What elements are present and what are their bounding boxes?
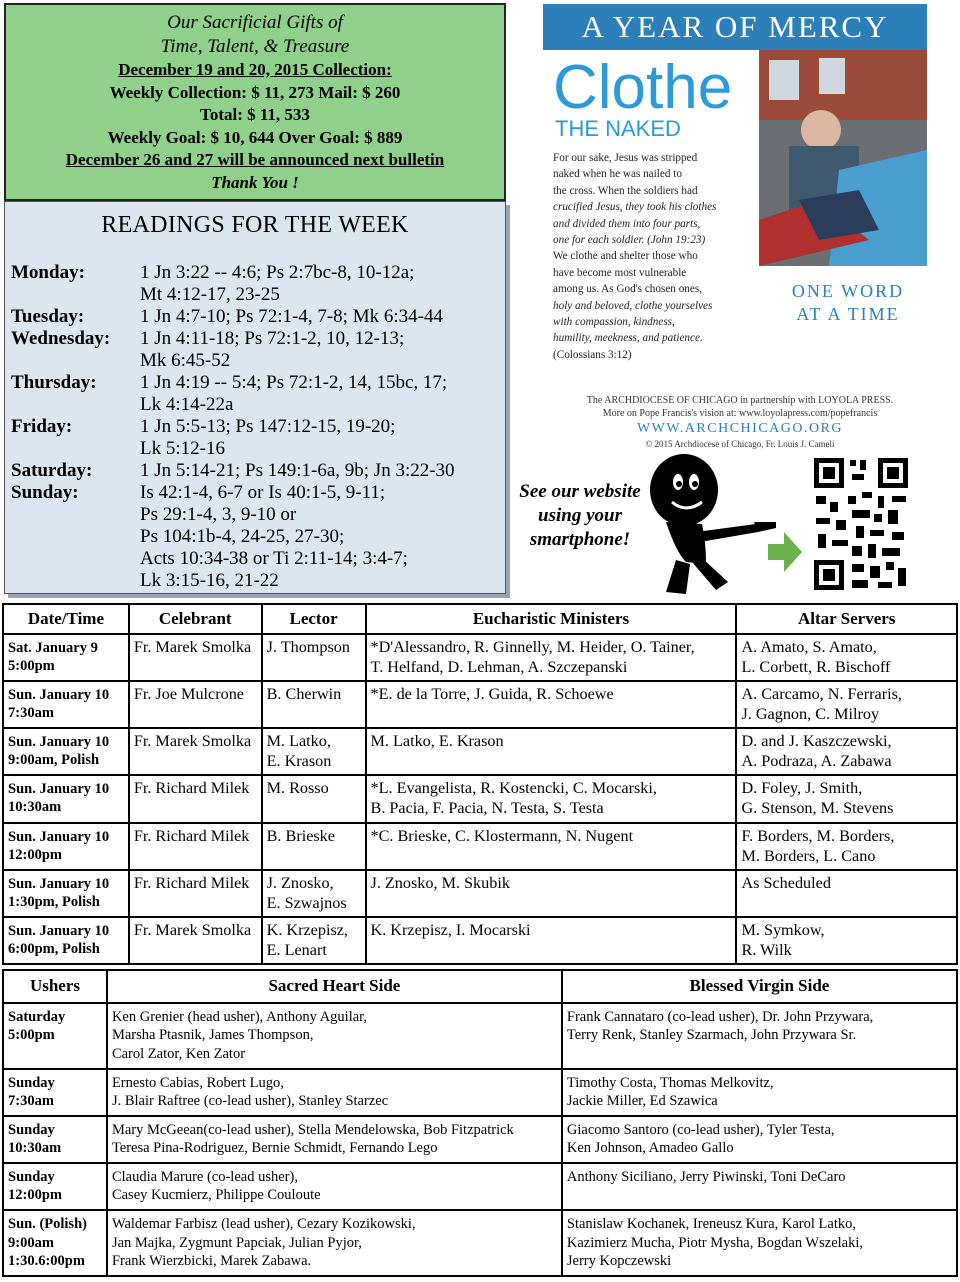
ministers: *E. de la Torre, J. Guida, R. Schoewe xyxy=(366,681,737,728)
one-word-line: ONE WORD xyxy=(791,281,905,301)
servers: A. Amato, S. Amato, L. Corbett, R. Bischoff xyxy=(736,634,957,681)
weekly-collection: Weekly Collection: $ 11, 273 Mail: $ 260 xyxy=(109,82,401,102)
quote-line: among us. As God's chosen ones, xyxy=(553,283,702,296)
table-row xyxy=(3,728,957,775)
lector: B. Cherwin xyxy=(262,681,366,728)
celebrant: Fr. Marek Smolka xyxy=(129,728,262,775)
usher-time: Sunday 7:30am xyxy=(3,1069,107,1116)
at-a-time-line: AT A TIME xyxy=(796,304,900,324)
mass-datetime: Sat. January 9 5:00pm xyxy=(3,634,129,681)
column-header: Lector xyxy=(262,604,366,634)
table-row xyxy=(3,681,957,728)
poster-vision: More on Pope Francis's vision at: www.loyolapress.com/popefrancis xyxy=(602,408,878,419)
mass-schedule-table xyxy=(2,603,958,965)
column-header: Blessed Virgin Side xyxy=(562,970,957,1003)
pointing-figure-icon xyxy=(636,452,786,598)
poster-copyright: © 2015 Archdiocese of Chicago, Fr. Louis J. Cameli xyxy=(645,439,835,449)
table-row xyxy=(3,1069,957,1116)
quote-line: holy and beloved, clothe yourselves xyxy=(553,299,713,312)
column-header: Sacred Heart Side xyxy=(107,970,562,1003)
poster-quote xyxy=(553,150,763,363)
celebrant: Fr. Marek Smolka xyxy=(129,634,262,681)
blessed-virgin-ushers: Stanislaw Kochanek, Ireneusz Kura, Karol Latko, Kazimierz Mucha, Piotr Mysha, Bogdan Wszelaki, Jerry Kopczewski xyxy=(562,1210,957,1276)
reading-text: 1 Jn 4:11-18; Ps 72:1-2, 10, 12-13; Mk 6:45-52 xyxy=(140,328,405,371)
quote-line: We clothe and shelter those who xyxy=(553,250,698,263)
reading-day: Friday: xyxy=(11,416,73,437)
mass-datetime: Sun. January 10 12:00pm xyxy=(3,823,129,870)
servers: D. and J. Kaszczewski, A. Podraza, A. Zabawa xyxy=(736,728,957,775)
ministers: M. Latko, E. Krason xyxy=(366,728,737,775)
table-row xyxy=(3,1003,957,1069)
thank-you: Thank You ! xyxy=(211,172,299,192)
table-row xyxy=(3,823,957,870)
quote-line: have become most vulnerable xyxy=(553,266,687,279)
servers: M. Symkow, R. Wilk xyxy=(736,917,957,964)
lector: J. Thompson xyxy=(262,634,366,681)
lector: K. Krzepisz, E. Lenart xyxy=(262,917,366,964)
usher-time: Sunday 10:30am xyxy=(3,1116,107,1163)
poster-clothe: Clothe xyxy=(553,53,733,122)
collection-date: December 19 and 20, 2015 Collection: xyxy=(118,60,392,79)
table-row xyxy=(3,1163,957,1210)
one-word-at-a-time xyxy=(773,280,923,326)
ministers: *L. Evangelista, R. Kostencki, C. Mocarski, B. Pacia, F. Pacia, N. Testa, S. Testa xyxy=(366,775,737,822)
table-row xyxy=(3,634,957,681)
quote-line: with compassion, kindness, xyxy=(553,316,675,329)
column-header: Altar Servers xyxy=(736,604,957,634)
table-row xyxy=(3,775,957,822)
reading-text: 1 Jn 5:14-21; Ps 149:1-6a, 9b; Jn 3:22-30 xyxy=(140,460,455,481)
readings-box xyxy=(4,201,506,594)
servers: D. Foley, J. Smith, G. Stenson, M. Stevens xyxy=(736,775,957,822)
quote-line: one for each soldier. (John 19:23) xyxy=(553,234,706,247)
see-website-text: See our website using your smartphone! xyxy=(519,481,641,550)
column-header: Eucharistic Ministers xyxy=(366,604,737,634)
quote-line: humility, meekness, and patience. xyxy=(553,332,703,345)
lector: J. Znosko, E. Szwajnos xyxy=(262,870,366,917)
sacred-heart-ushers: Waldemar Farbisz (lead usher), Cezary Kozikowski, Jan Majka, Zygmunt Papciak, Julian Pyjor, Frank Wierzbicki, Marek Zabawa. xyxy=(107,1210,562,1276)
reading-text: 1 Jn 3:22 -- 4:6; Ps 2:7bc-8, 10-12a; Mt 4:12-17, 23-25 xyxy=(140,262,415,305)
reading-text: Is 42:1-4, 6-7 or Is 40:1-5, 9-11; Ps 29:1-4, 3, 9-10 or Ps 104:1b-4, 24-25, 27-30; Acts 10:34-38 or Ti 2:11-14; 3:4-7; Lk 3:15-16, 21-22 xyxy=(140,482,408,591)
total-collection: Total: $ 11, 533 xyxy=(200,105,310,124)
poster-url[interactable]: WWW.ARCHCHICAGO.ORG xyxy=(636,421,844,436)
readings-title: READINGS FOR THE WEEK xyxy=(101,212,409,238)
usher-time: Sun. (Polish) 9:00am 1:30.6:00pm xyxy=(3,1210,107,1276)
blessed-virgin-ushers: Frank Cannataro (co-lead usher), Dr. John Przywara, Terry Renk, Stanley Szarmach, John Przywara Sr. xyxy=(562,1003,957,1069)
qr-code-icon[interactable] xyxy=(812,456,910,592)
celebrant: Fr. Marek Smolka xyxy=(129,917,262,964)
lector: M. Rosso xyxy=(262,775,366,822)
reading-day: Monday: xyxy=(11,262,85,283)
sacred-heart-ushers: Ernesto Cabias, Robert Lugo, J. Blair Raftree (co-lead usher), Stanley Starzec xyxy=(107,1069,562,1116)
sacred-heart-ushers: Mary McGeean(co-lead usher), Stella Mendelowska, Bob Fitzpatrick Teresa Pina-Rodriguez, Bernie Schmidt, Fernando Lego xyxy=(107,1116,562,1163)
servers: As Scheduled xyxy=(736,870,957,917)
sacred-heart-ushers: Claudia Marure (co-lead usher), Casey Kucmierz, Philippe Couloute xyxy=(107,1163,562,1210)
quote-line: For our sake, Jesus was stripped xyxy=(553,152,698,164)
servers: A. Carcamo, N. Ferraris, J. Gagnon, C. Milroy xyxy=(736,681,957,728)
celebrant: Fr. Richard Milek xyxy=(129,870,262,917)
gifts-title-line1: Our Sacrificial Gifts of xyxy=(167,12,343,33)
quote-line: naked when he was nailed to xyxy=(553,168,682,181)
table-row xyxy=(3,1210,957,1276)
usher-time: Sunday 12:00pm xyxy=(3,1163,107,1210)
arrow-right-icon xyxy=(768,532,802,572)
reading-text: 1 Jn 5:5-13; Ps 147:12-15, 19-20; Lk 5:12-16 xyxy=(140,416,396,459)
quote-line: (Colossians 3:12) xyxy=(553,348,632,361)
column-header: Ushers xyxy=(3,970,107,1003)
sacrificial-gifts-box xyxy=(4,3,506,201)
servers: F. Borders, M. Borders, M. Borders, L. Cano xyxy=(736,823,957,870)
poster-banner: A YEAR OF MERCY xyxy=(543,4,927,50)
column-header: Celebrant xyxy=(129,604,262,634)
usher-time: Saturday 5:00pm xyxy=(3,1003,107,1069)
quote-line: and divided them into four parts, xyxy=(553,217,701,230)
blessed-virgin-ushers: Giacomo Santoro (co-lead usher), Tyler Testa, Ken Johnson, Amadeo Gallo xyxy=(562,1116,957,1163)
quote-line: crucified Jesus, they took his clothes xyxy=(553,201,717,214)
reading-text: 1 Jn 4:7-10; Ps 72:1-4, 7-8; Mk 6:34-44 xyxy=(140,306,443,327)
lector: B. Brieske xyxy=(262,823,366,870)
table-header-row xyxy=(3,970,957,1003)
sacred-heart-ushers: Ken Grenier (head usher), Anthony Aguilar, Marsha Ptasnik, James Thompson, Carol Zator, Ken Zator xyxy=(107,1003,562,1069)
table-row xyxy=(3,870,957,917)
reading-day: Thursday: xyxy=(11,372,97,393)
mass-datetime: Sun. January 10 1:30pm, Polish xyxy=(3,870,129,917)
gifts-title-line2: Time, Talent, & Treasure xyxy=(160,36,350,57)
ministers: *D'Alessandro, R. Ginnelly, M. Heider, O. Tainer, T. Helfand, D. Lehman, A. Szczepanski xyxy=(366,634,737,681)
reading-day: Sunday: xyxy=(11,482,79,503)
poster-naked: THE NAKED xyxy=(555,116,681,141)
poster-partner: The ARCHDIOCESE OF CHICAGO in partnership with LOYOLA PRESS. xyxy=(586,395,894,406)
table-row xyxy=(3,917,957,964)
year-of-mercy-poster xyxy=(543,4,927,450)
table-row xyxy=(3,1116,957,1163)
mass-datetime: Sun. January 10 9:00am, Polish xyxy=(3,728,129,775)
reading-text: 1 Jn 4:19 -- 5:4; Ps 72:1-2, 14, 15bc, 17; Lk 4:14-22a xyxy=(140,372,448,415)
reading-day: Saturday: xyxy=(11,460,93,481)
mass-datetime: Sun. January 10 7:30am xyxy=(3,681,129,728)
celebrant: Fr. Richard Milek xyxy=(129,775,262,822)
ministers: K. Krzepisz, I. Mocarski xyxy=(366,917,737,964)
table-header-row xyxy=(3,604,957,634)
blessed-virgin-ushers: Timothy Costa, Thomas Melkovitz, Jackie Miller, Ed Szawica xyxy=(562,1069,957,1116)
poster-footer xyxy=(553,394,927,451)
reading-day: Tuesday: xyxy=(11,306,85,327)
celebrant: Fr. Joe Mulcrone xyxy=(129,681,262,728)
ushers-table xyxy=(2,969,958,1277)
mass-datetime: Sun. January 10 6:00pm, Polish xyxy=(3,917,129,964)
mass-datetime: Sun. January 10 10:30am xyxy=(3,775,129,822)
blessed-virgin-ushers: Anthony Siciliano, Jerry Piwinski, Toni DeCaro xyxy=(562,1163,957,1210)
celebrant: Fr. Richard Milek xyxy=(129,823,262,870)
next-bulletin-note: December 26 and 27 will be announced next bulletin xyxy=(65,150,445,169)
quote-line: the cross. When the soldiers had xyxy=(553,184,698,197)
weekly-goal: Weekly Goal: $ 10, 644 Over Goal: $ 889 xyxy=(107,127,403,147)
reading-day: Wednesday: xyxy=(11,328,111,349)
lector: M. Latko, E. Krason xyxy=(262,728,366,775)
column-header: Date/Time xyxy=(3,604,129,634)
ministers: J. Znosko, M. Skubik xyxy=(366,870,737,917)
ministers: *C. Brieske, C. Klostermann, N. Nugent xyxy=(366,823,737,870)
poster-photo xyxy=(759,50,927,266)
